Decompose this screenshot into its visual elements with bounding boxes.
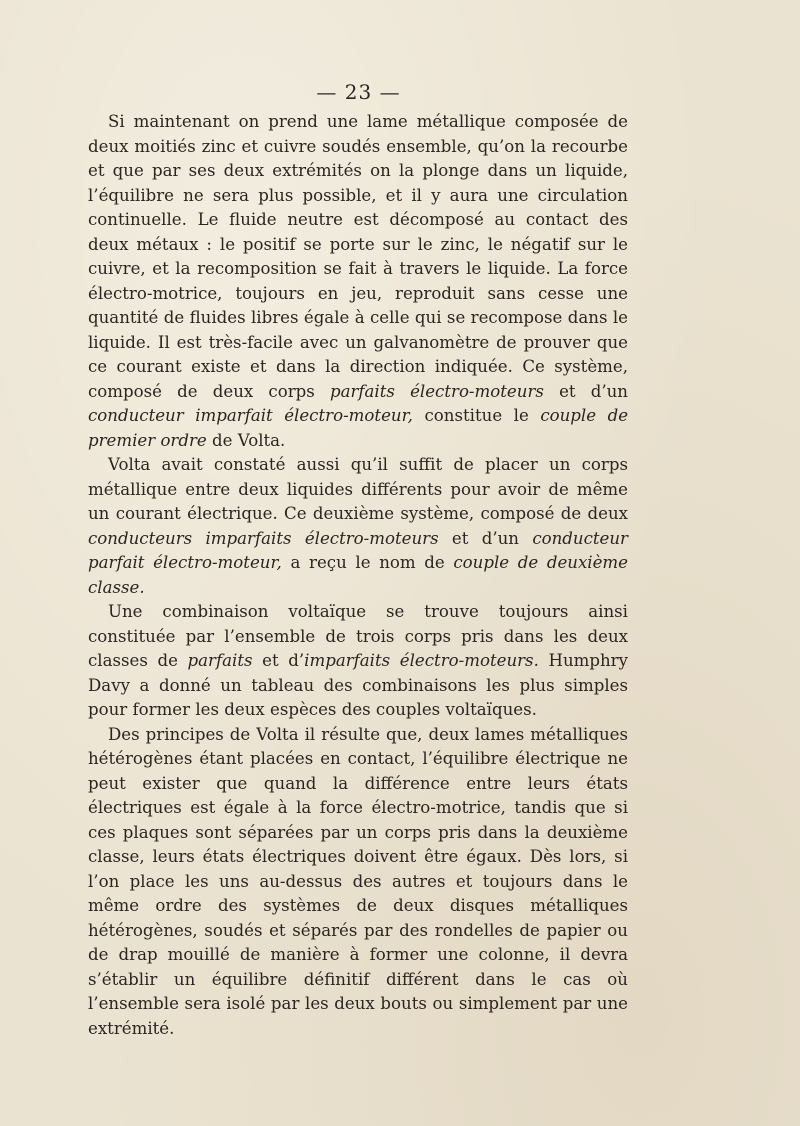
italic-term: imparfaits électro-moteurs. (304, 651, 539, 670)
text-segment: Une combinaison voltaïque se trouve toujours ainsi constituée par l’ensemble de trois corps pris dans les deux classes de (88, 602, 628, 670)
italic-term: parfaits électro-moteurs (329, 381, 544, 401)
page-number: — 23 — (316, 80, 401, 104)
text-segment: a reçu le nom de (281, 553, 454, 572)
text-segment: Volta avait constaté aussi qu’il suffit de placer un corps métallique entre deux liquides différents pour avoir de même un courant électrique. Ce deuxième système, composé de deux (88, 455, 628, 523)
text-segment: de Volta. (206, 430, 286, 450)
text-segment: et d’ (252, 651, 305, 670)
italic-term: parfaits (187, 651, 253, 670)
text-segment: Des principes de Volta il résulte que, deux lames métalliques hétérogènes étant placées en contact, l’équilibre électrique ne peut exister que quand la différence entre leurs états électriques est égale à la force électro-motrice, tandis que si ces plaques sont séparées par un corps pris dans la deuxième classe, leurs états électriques doivent être égaux. Dès lors, si l’on place les uns au-dessus des autres et toujours dans le même ordre des systèmes de deux disques métalliques hétérogènes, soudés et séparés par des rondelles de papier ou de drap mouillé de manière à former une colonne, il devra s’établir un équilibre définitif différent dans le cas où l’ensemble sera isolé par les deux bouts ou simplement par une extrémité. (88, 724, 628, 1038)
italic-term: conducteurs imparfaits électro-moteurs (88, 528, 439, 548)
body-text (88, 110, 628, 1041)
text-segment: et d’un (543, 381, 628, 401)
text-segment: Humphry Davy a donné un tableau des combinaisons les plus simples pour former les deux espèces des couples voltaïques. (88, 651, 628, 719)
italic-term: couple de premier ordre (88, 406, 629, 450)
paragraph (88, 110, 628, 453)
paragraph (88, 453, 628, 600)
text-segment: Si maintenant on prend une lame métallique composée de deux moitiés zinc et cuivre soudés ensemble, qu’on la recourbe et que par ses deux extrémités on la plonge dans un liquide, l’équilibre ne sera plus possible, et il y aura une circulation continuelle. Le fluide neutre est décomposé au contact des deux métaux : le positif se porte sur le zinc, le négatif sur le cuivre, et la recomposition se fait à travers le liquide. La force électro-motrice, toujours en jeu, reproduit sans cesse une quantité de fluides libres égale à celle qui se recompose dans le liquide. Il est très-facile avec un galvanomètre de prouver que ce courant existe et dans la direction indiquée. Ce système, composé de deux corps (88, 112, 628, 401)
text-segment: et d’un (438, 528, 533, 548)
paragraph (88, 600, 628, 723)
paragraph (88, 723, 628, 1042)
italic-term: conducteur parfait électro-moteur, (88, 528, 628, 572)
text-segment: constitue le (412, 406, 541, 425)
italic-term: couple de deuxième classe. (88, 553, 628, 597)
italic-term: conducteur imparfait électro-moteur, (88, 406, 413, 425)
